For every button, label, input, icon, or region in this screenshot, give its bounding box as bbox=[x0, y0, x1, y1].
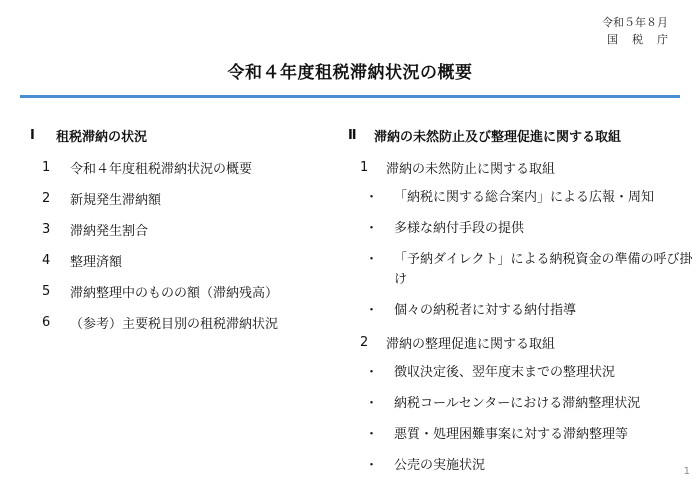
section-2-number: Ⅱ bbox=[348, 127, 357, 143]
document-date: 令和５年８月 bbox=[602, 16, 668, 29]
bullet-item bbox=[348, 219, 693, 239]
list-item bbox=[30, 219, 330, 239]
item-number: 6 bbox=[42, 314, 51, 330]
subsection-title: 滞納の整理促進に関する取組 bbox=[386, 336, 556, 352]
bullet-item bbox=[348, 456, 693, 476]
bullet-icon: ・ bbox=[364, 458, 378, 473]
bullet-item bbox=[348, 425, 693, 445]
bullet-item bbox=[348, 363, 693, 383]
bullet-text: 多様な納付手段の提供 bbox=[394, 221, 525, 236]
bullet-text: 個々の納税者に対する納付指導 bbox=[394, 303, 577, 318]
item-number: 1 bbox=[42, 159, 51, 175]
bullet-item bbox=[348, 301, 693, 321]
section-2-title: 滞納の未然防止及び整理促進に関する取組 bbox=[374, 129, 622, 145]
section-2 bbox=[348, 125, 693, 487]
bullet-icon: ・ bbox=[364, 221, 378, 236]
list-item bbox=[30, 281, 330, 301]
bullet-icon: ・ bbox=[364, 365, 378, 380]
document-meta bbox=[602, 14, 682, 48]
bullet-item bbox=[348, 250, 693, 290]
list-item bbox=[30, 157, 330, 177]
section-2-heading bbox=[348, 125, 693, 145]
item-label: 滞納整理中のものの額（滞納残高） bbox=[70, 285, 279, 301]
item-label: 令和４年度租税滞納状況の概要 bbox=[70, 161, 253, 177]
document-issuer: 国税庁 bbox=[607, 33, 682, 46]
bullet-icon: ・ bbox=[364, 190, 378, 205]
page-title: 令和４年度租税滞納状況の概要 bbox=[227, 63, 473, 83]
item-label: 新規発生滞納額 bbox=[70, 192, 162, 208]
bullet-icon: ・ bbox=[364, 252, 378, 267]
item-number: 3 bbox=[42, 221, 51, 237]
subsection-heading bbox=[348, 332, 693, 352]
bullet-icon: ・ bbox=[364, 303, 378, 318]
item-number: 4 bbox=[42, 252, 51, 268]
bullet-text: 公売の実施状況 bbox=[394, 458, 486, 473]
section-1-heading bbox=[30, 125, 330, 145]
item-label: 整理済額 bbox=[70, 254, 123, 270]
bullet-text: 悪質・処理困難事案に対する滞納整理等 bbox=[394, 427, 629, 442]
list-item bbox=[30, 312, 330, 332]
subsection-heading bbox=[348, 157, 693, 177]
section-1-title: 租税滞納の状況 bbox=[56, 129, 148, 145]
bullet-item bbox=[348, 188, 693, 208]
section-1-number: Ⅰ bbox=[30, 127, 35, 143]
bullet-icon: ・ bbox=[364, 396, 378, 411]
item-number: 5 bbox=[42, 283, 51, 299]
item-label: 滞納発生割合 bbox=[70, 223, 149, 239]
bullet-icon: ・ bbox=[364, 427, 378, 442]
bullet-text: 納税コールセンターにおける滞納整理状況 bbox=[394, 396, 641, 411]
subsection-number: 1 bbox=[360, 159, 369, 175]
item-label: （参考）主要税目別の租税滞納状況 bbox=[70, 316, 279, 332]
item-number: 2 bbox=[42, 190, 51, 206]
title-divider bbox=[20, 95, 680, 98]
bullet-text: 「納税に関する総合案内」による広報・周知 bbox=[394, 190, 655, 205]
list-item bbox=[30, 250, 330, 270]
bullet-text: 徴収決定後、翌年度末までの整理状況 bbox=[394, 365, 616, 380]
bullet-item bbox=[348, 394, 693, 414]
page-number: 1 bbox=[683, 466, 690, 477]
list-item bbox=[30, 188, 330, 208]
subsection-title: 滞納の未然防止に関する取組 bbox=[386, 161, 556, 177]
section-1 bbox=[30, 125, 330, 343]
subsection-number: 2 bbox=[360, 334, 369, 350]
bullet-text: 「予納ダイレクト」による納税資金の準備の呼び掛け bbox=[394, 252, 693, 287]
